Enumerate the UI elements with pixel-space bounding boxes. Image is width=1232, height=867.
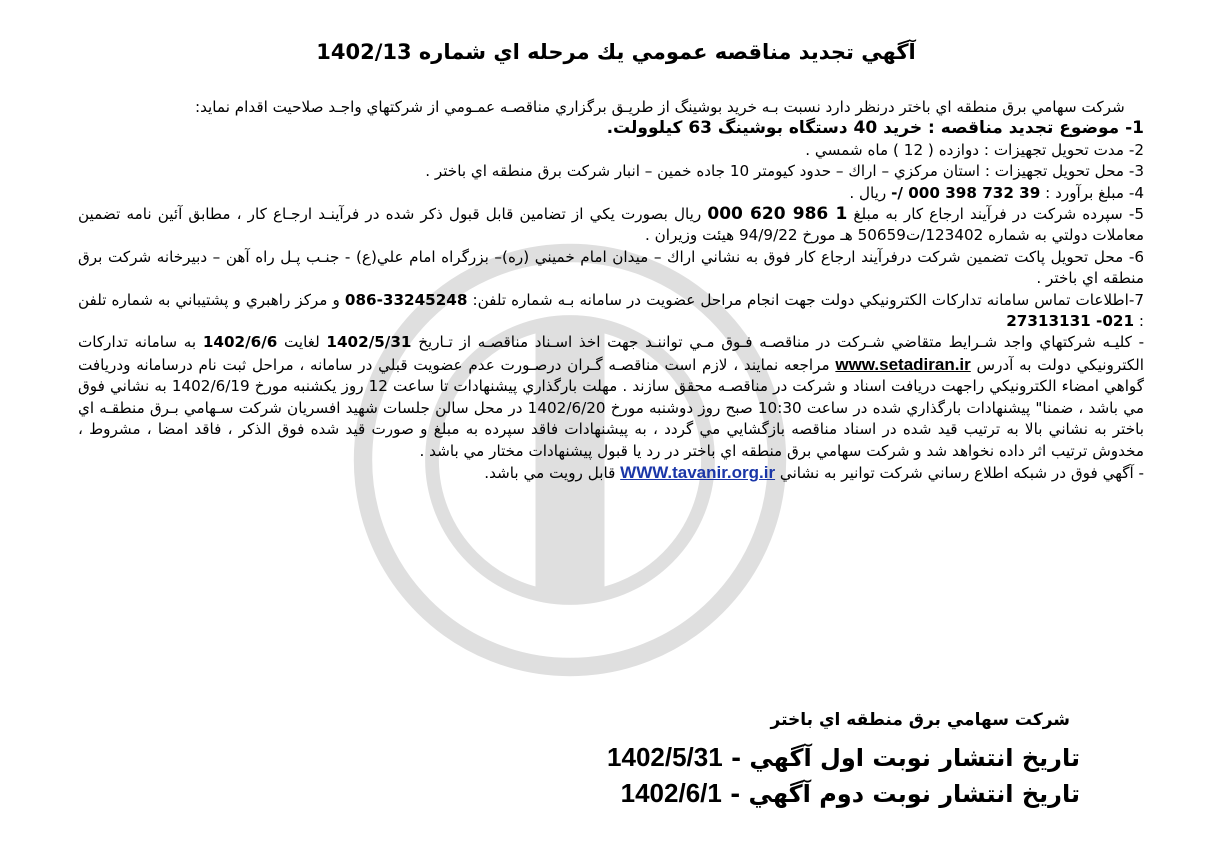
instructions-paragraph: - كليـه شركتهاي واجد شـرايط متقاضي شـركت در مناقصـه فـوق مـي تواننـد جهت اخذ اسـناد مناقصـه از تـاريخ 1402/5/31 لغايت 1402/6/6 به سامانه تداركات الكترونيكي دولت به آدرس www.setadiran.ir مراجعه نمايند ، لازم است مناقصـه گـران درصـورت عدم عضويت قبلي در سامانه ، مراحل ثبت نام درسامانه ودريافت گواهي امضاء الكترونيكي راجهت دريافت اسناد و شركت در مناقصـه محقق سازند . مهلت بارگذاري پيشنهادات تا ساعت 12 روز يكشنبه مورخ 1402/6/19 به نشاني فوق مي باشد ، ضمنا" پيشنهادات بارگذاري شده در ساعت 10:30 صبح روز دوشنبه مورخ 1402/6/20 در محل سالن جلسات شهيد افسريان شركت سـهامي بـرق منطقـه اي باختر به نشاني بالا به ترتيب قيد شده در اسناد مناقصه بازگشايي مي گردد ، به پيشنهادات فاقد سپرده به مبلغ و صورت قيد شده فوق الذكر ، فاقد امضا ، مشروط ، مخدوش ترتيب اثر داده نخواهد شد و شركت سهامي برق منطقه اي باختر در رد يا قبول پيشنهادات مختار مي باشد .	[78, 333, 1145, 460]
item-2: 2- مدت تحويل تجهيزات : دوازده ( 12 ) ماه شمسي .	[805, 140, 1144, 159]
publish-date-first: تاريخ انتشار نوبت اول آگهي - 1402/5/31	[607, 742, 1080, 772]
tavanir-link[interactable]: WWW.tavanir.org.ir	[620, 462, 776, 482]
notice-title: آگهي تجديد مناقصه عمومي يك مرحله اي شماره 1402/13	[316, 40, 916, 64]
intro-paragraph: شركت سهامي برق منطقه اي باختر درنظر دارد نسبت بـه خريد بوشينگ از طريـق برگزاري مناقصـه عمـومي از شركتهاي واجـد صلاحيت اقدام نمايد:	[194, 98, 1125, 116]
tavanir-paragraph: - آگهي فوق در شبكه اطلاع رساني شركت توانير به نشاني WWW.tavanir.org.ir قابل رويت مي باشد.	[484, 462, 1144, 482]
item-1: 1- موضوع تجديد مناقصه : خريد 40 دستگاه بوشينگ 63 كيلوولت.	[606, 118, 1144, 139]
item-3: 3- محل تحويل تجهيزات : استان مركزي – اراك – حدود كيومتر 10 جاده خمين – انبار شركت برق منطقه اي باختر .	[425, 162, 1144, 181]
item-7: 7-اطلاعات تماس سامانه تداركات الكترونيكي دولت جهت انجام مراحل عضويت در سامانه بـه شماره تلفن: 086-33245248 و مركز راهبري و پشتيباني به شماره تلفن : 27313131 -021	[78, 290, 1145, 331]
setadiran-link[interactable]: www.setadiran.ir	[835, 354, 971, 374]
item-6: 6- محل تحويل پاكت تضمين شركت درفرآيند ارجاع كار فوق به نشاني اراك – ميدان امام خميني (ره)– بزرگراه امام علي(ع) - جنـب پـل راه آهن – دبيرخانه شركت برق منطقه اي باختر .	[78, 247, 1144, 288]
item-4: 4- مبلغ برآورد : -/ 000 398 732 39 ريال .	[849, 183, 1144, 202]
company-signature: شركت سهامي برق منطقه اي باختر	[770, 710, 1070, 730]
item-5: 5- سپرده شركت در فرآيند ارجاع كار به مبلغ 000 620 986 1 ريال بصورت يكي از تضامين قابل قبول ذكر شده در فرآينـد ارجـاع كار ، مطابق آئين نامه تضمين معاملات دولتي به شماره 123402/ت50659 هـ مورخ 94/9/22 هيئت وزيران .	[78, 204, 1144, 245]
notice-body	[78, 97, 1144, 484]
publish-date-second: تاريخ انتشار نوبت دوم آگهي - 1402/6/1	[620, 778, 1080, 808]
